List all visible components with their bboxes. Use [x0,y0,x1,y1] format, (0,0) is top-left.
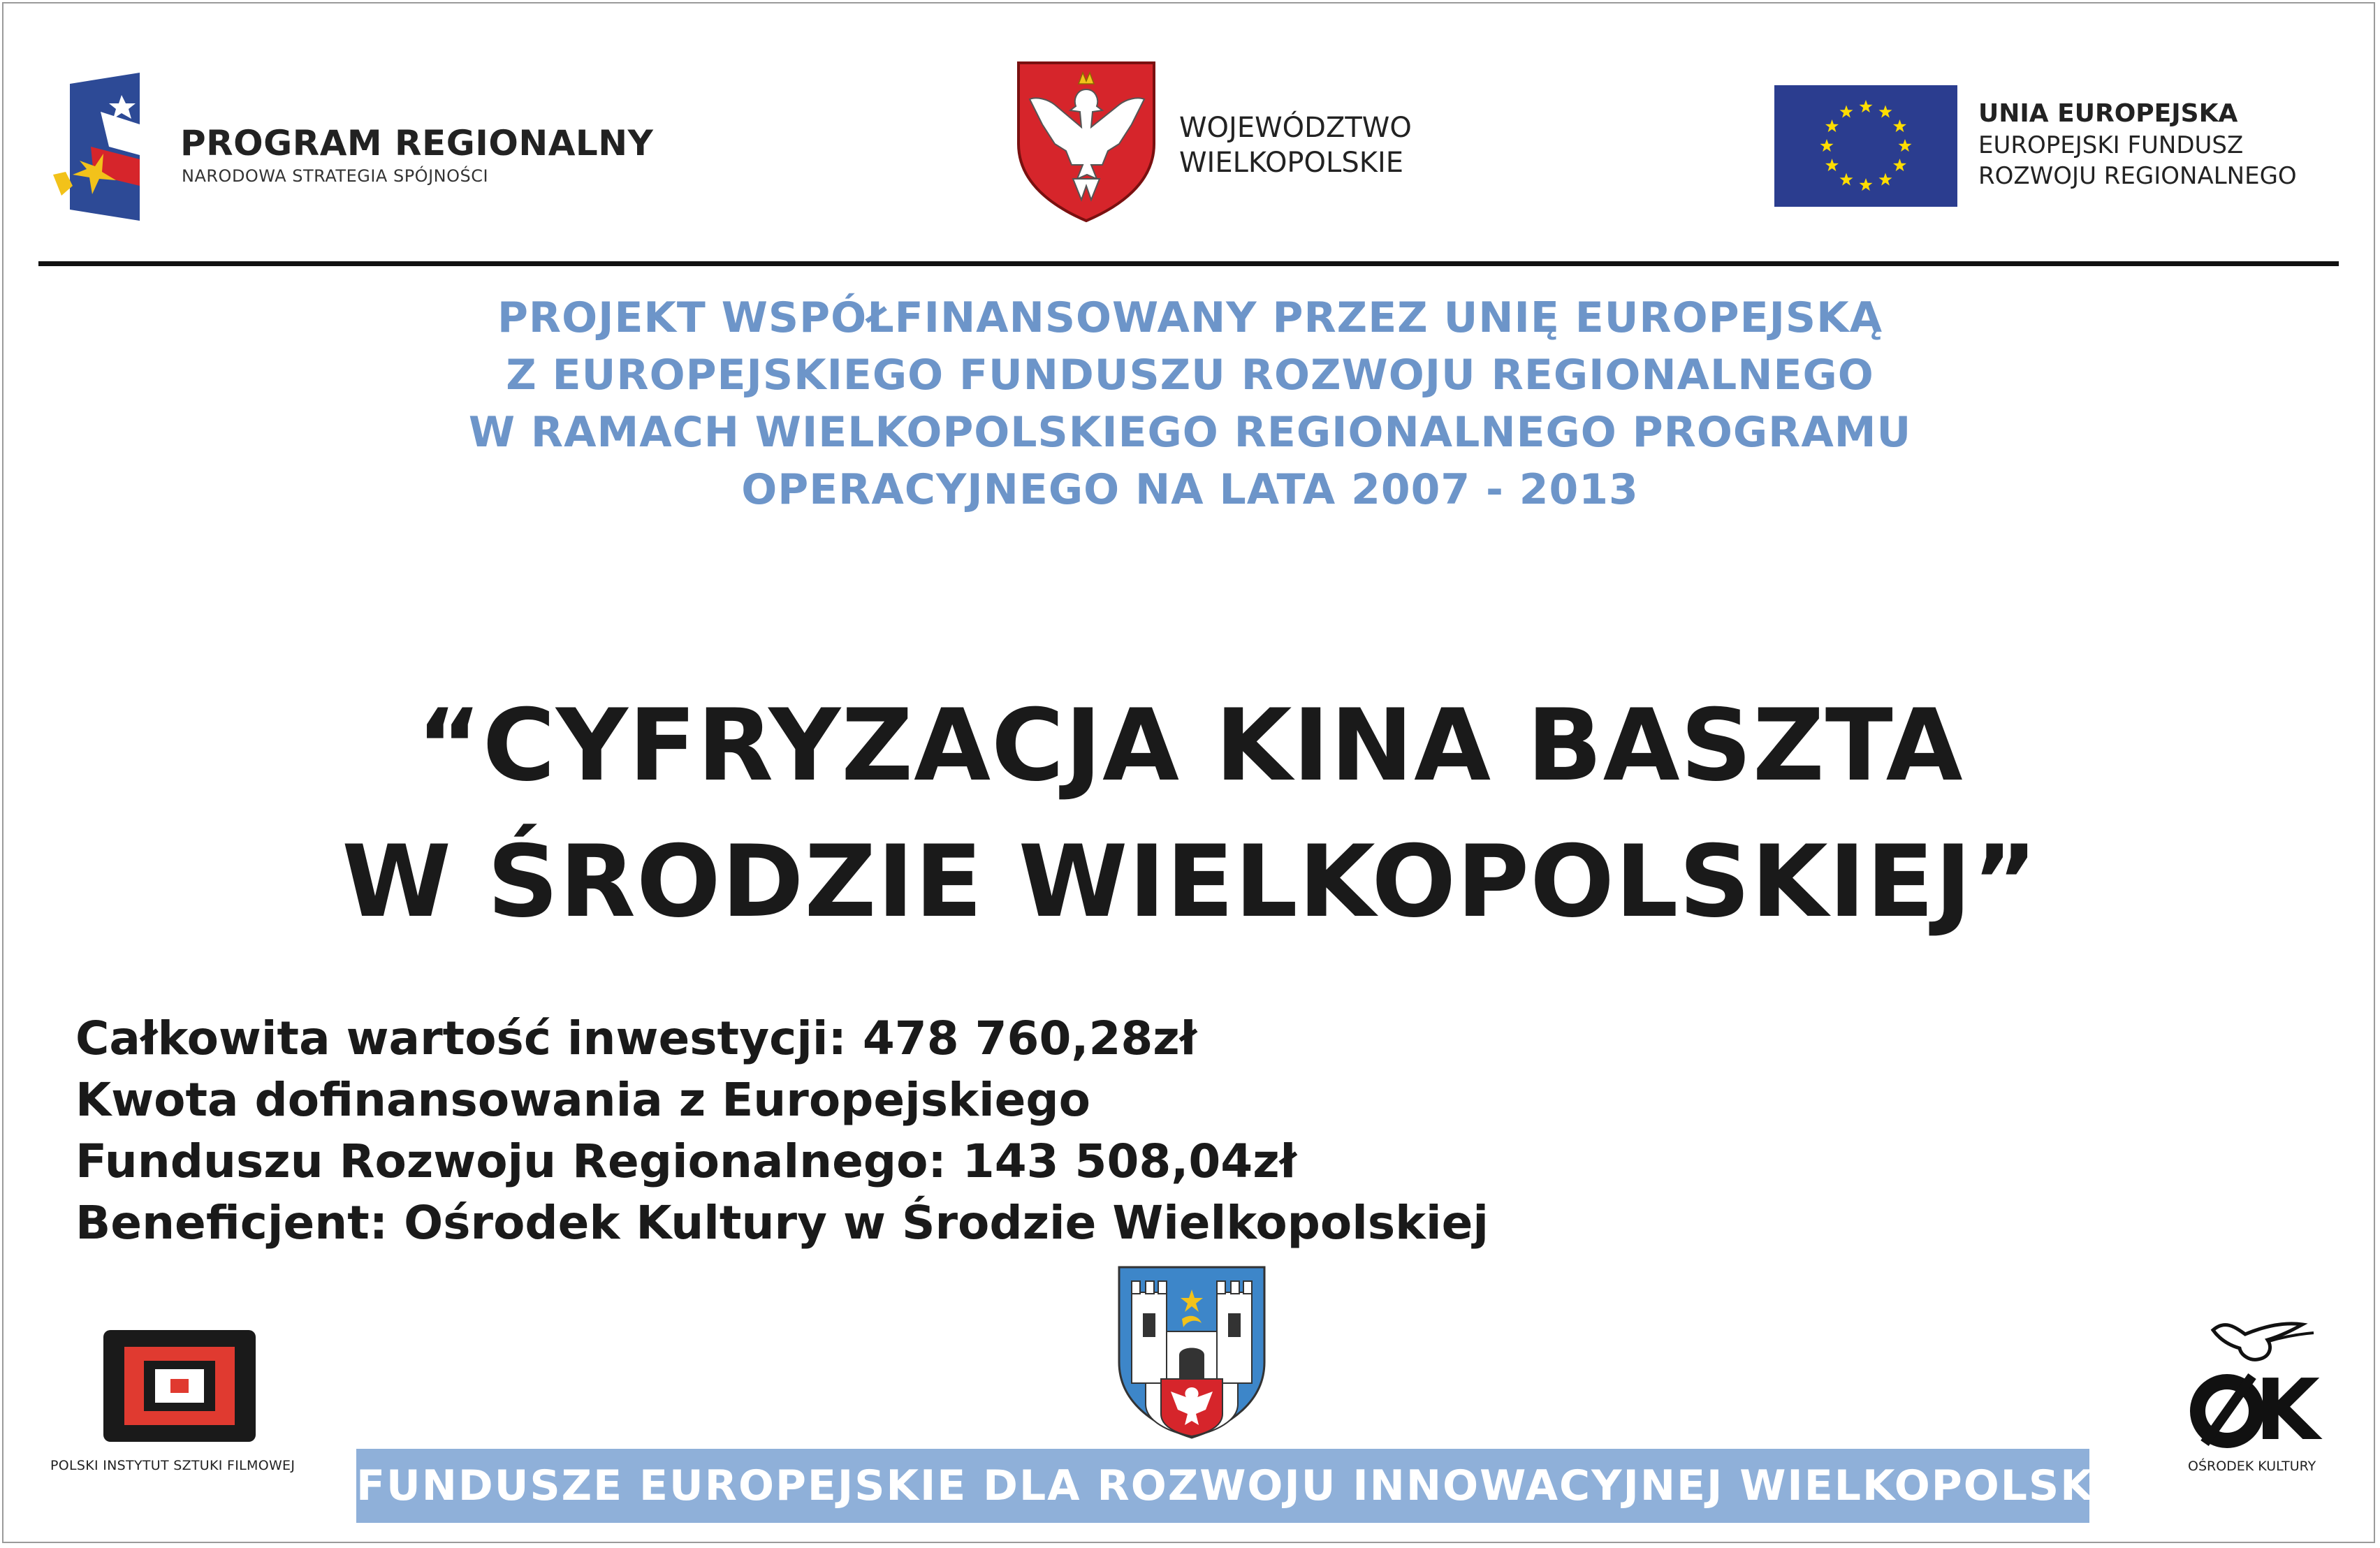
eu-line1: UNIA EUROPEJSKA [1978,99,2238,128]
program-subtitle: NARODOWA STRATEGIA SPÓJNOŚCI [182,166,489,186]
pisf-logo-icon [103,1330,256,1442]
project-title-line-2: W ŚRODZIE WIELKOPOLSKIEJ” [342,824,2038,940]
ok-label: OŚRODEK KULTURY [2188,1459,2316,1474]
cofunding-amount-line-1: Kwota dofinansowania z Europejskiego [75,1073,1090,1127]
voivodeship-line1: WOJEWÓDZTWO [1179,112,1412,144]
ok-k-letter: K [2255,1362,2320,1453]
total-value: Całkowita wartość inwestycji: 478 760,28zł [75,1012,1197,1065]
eu-line3: ROZWOJU REGIONALNEGO [1978,162,2297,190]
footer-banner-text: FUNDUSZE EUROPEJSKIE DLA ROZWOJU INNOWACYJNEJ WIELKOPOLSKI [356,1461,2112,1510]
sroda-coat-of-arms-icon [1115,1264,1269,1439]
white-eagle-shield-icon [1014,60,1158,224]
header-divider [38,261,2339,266]
cofinancing-line-4: OPERACYJNEGO NA LATA 2007 - 2013 [741,465,1639,514]
cofinancing-line-3: W RAMACH WIELKOPOLSKIEGO REGIONALNEGO PROGRAMU [468,408,1912,457]
osrodek-kultury-logo-icon [2185,1306,2325,1453]
beneficiary: Beneficjent: Ośrodek Kultury w Środzie Wielkopolskiej [75,1196,1489,1250]
eu-line2: EUROPEJSKI FUNDUSZ [1978,131,2244,159]
cofinancing-line-1: PROJEKT WSPÓŁFINANSOWANY PRZEZ UNIĘ EUROPEJSKĄ [497,293,1883,342]
program-regionalny-flag-icon [52,70,145,224]
voivodeship-line2: WIELKOPOLSKIE [1179,147,1404,179]
cofunding-amount-line-2: Funduszu Rozwoju Regionalnego: 143 508,04zł [75,1134,1297,1188]
pisf-label: POLSKI INSTYTUT SZTUKI FILMOWEJ [50,1458,295,1473]
footer-banner [356,1449,2112,1523]
project-title-line-1: “CYFRYZACJA KINA BASZTA [416,688,1964,803]
eu-flag-icon [1774,85,1957,207]
program-title: PROGRAM REGIONALNY [180,123,654,163]
cofinancing-line-2: Z EUROPEJSKIEGO FUNDUSZU ROZWOJU REGIONALNEGO [506,351,1874,400]
